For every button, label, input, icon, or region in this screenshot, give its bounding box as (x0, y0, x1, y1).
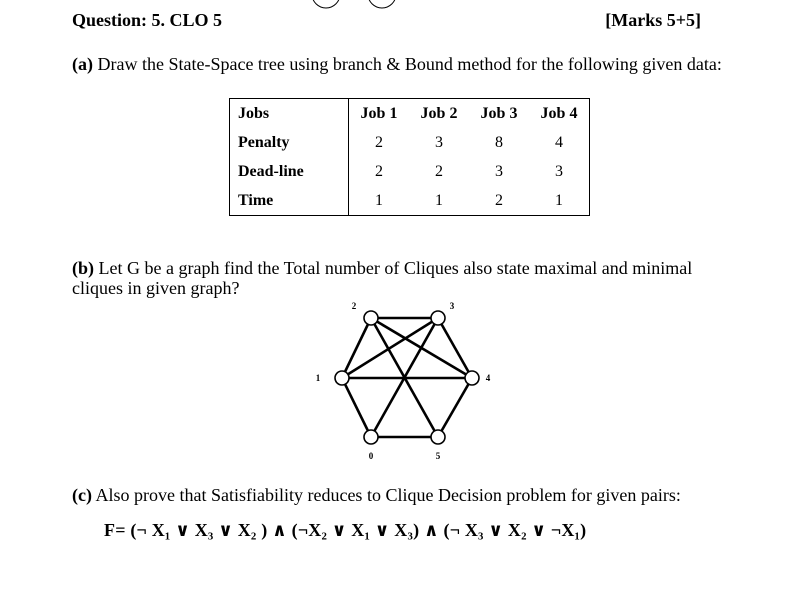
table-cell: 3 (495, 162, 503, 180)
part-c-text: Also prove that Satisfiability reduces to Clique Decision problem for given pairs: (95, 485, 681, 505)
row-label: Penalty (230, 128, 349, 157)
table-cell: 2 (435, 162, 443, 180)
clique-graph (300, 295, 520, 465)
graph-node-label-2: 2 (351, 301, 357, 312)
table-cell: 2 (495, 191, 503, 209)
table-row (230, 157, 590, 186)
graph-node-4 (465, 371, 479, 385)
marks-label: [Marks 5+5] (605, 10, 701, 30)
table-cell: 1 (555, 191, 563, 209)
graph-node-label-1: 1 (315, 373, 321, 384)
graph-node-2 (364, 311, 378, 325)
table-cell: 2 (375, 133, 383, 151)
part-c-label: (c) (72, 485, 92, 505)
graph-node-5 (431, 430, 445, 444)
table-header-cell: Job 1 (360, 104, 398, 122)
part-b-line2: cliques in given graph? (72, 278, 240, 298)
cropped-top-circles (306, 0, 406, 16)
graph-node-label-5: 5 (435, 451, 441, 462)
graph-node-label-0: 0 (368, 451, 374, 462)
graph-node-0 (364, 430, 378, 444)
question-title: Question: 5. CLO 5 (72, 10, 223, 30)
table-cell: 8 (495, 133, 503, 151)
graph-edge-1-0 (342, 378, 371, 437)
table-header-row (230, 99, 590, 129)
graph-node-label-3: 3 (449, 301, 455, 312)
table-cell: 3 (435, 133, 443, 151)
table-cell: 3 (555, 162, 563, 180)
graph-node-3 (431, 311, 445, 325)
table-row (230, 128, 590, 157)
graph-edge-4-5 (438, 378, 472, 437)
table-cell: 2 (375, 162, 383, 180)
part-b-line1: Let G be a graph find the Total number of Cliques also state maximal and minimal (98, 258, 693, 278)
table-cell: 1 (435, 191, 443, 209)
table-header-cell: Job 2 (420, 104, 458, 122)
jobs-table (229, 98, 590, 216)
table-header-cell: Job 3 (480, 104, 518, 122)
sat-formula: F= (¬ X₁ ∨ X₃ ∨ X₂ ) ∧ (¬X₂ ∨ X₁ ∨ X₃) ∧ (¬ X₃ ∨ X₂ ∨ ¬X₁) (104, 520, 587, 540)
table-cell: 4 (555, 133, 563, 151)
table-header-cell: Jobs (230, 99, 349, 129)
graph-node-1 (335, 371, 349, 385)
row-label: Time (230, 186, 349, 216)
part-b-prompt (72, 258, 692, 298)
part-a-label: (a) (72, 54, 93, 74)
table-cell: 1 (375, 191, 383, 209)
part-c-prompt (72, 485, 681, 505)
row-label: Dead-line (230, 157, 349, 186)
graph-node-label-4: 4 (485, 373, 491, 384)
table-row (230, 186, 590, 216)
part-b-label: (b) (72, 258, 94, 278)
table-header-cell: Job 4 (540, 104, 578, 122)
part-a-prompt (72, 54, 722, 74)
part-a-text: Draw the State-Space tree using branch & Bound method for the following given data: (97, 54, 722, 74)
